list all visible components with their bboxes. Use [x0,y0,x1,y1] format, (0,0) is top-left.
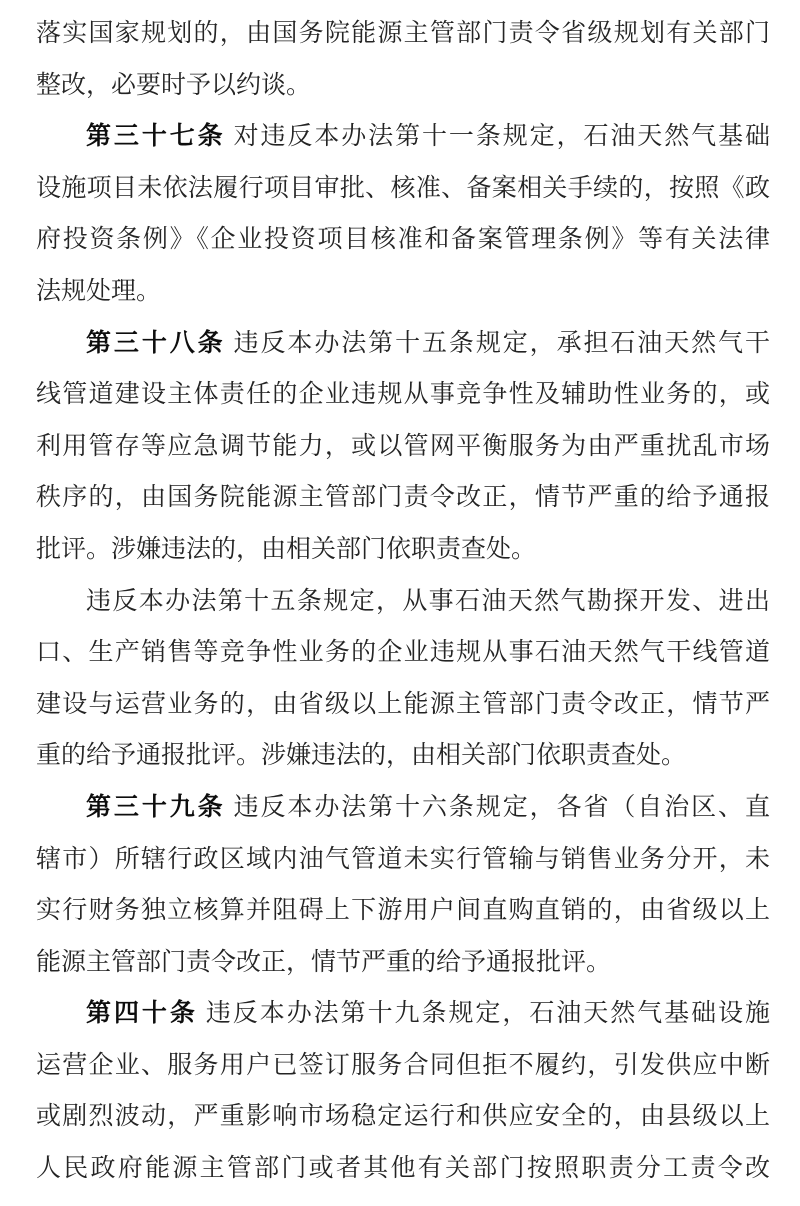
text-line: 或剧烈波动，严重影响市场稳定运行和供应安全的，由县级以上 [36,1103,770,1131]
line-text: 违反本办法第十五条规定，承担石油天然气干 [233,329,770,357]
text-line: 建设与运营业务的，由省级以上能源主管部门责令改正，情节严 [36,690,770,718]
article-number: 第三十八条 [86,329,226,357]
text-line: 辖市）所辖行政区域内油气管道未实行管输与销售业务分开，未 [36,845,770,873]
article-number: 第四十条 [86,1000,198,1028]
text-line: 秩序的，由国务院能源主管部门责令改正，情节严重的给予通报 [36,484,770,512]
text-line: 运营企业、服务用户已签订服务合同但拒不履约，引发供应中断 [36,1051,770,1079]
text-line: 口、生产销售等竞争性业务的企业违规从事石油天然气干线管道 [36,639,770,667]
line-text: 违反本办法第十六条规定，各省（自治区、直 [233,793,770,821]
text-line: 实行财务独立核算并阻碍上下游用户间直购直销的，由省级以上 [36,897,770,925]
text-line: 批评。涉嫌违法的，由相关部门依职责查处。 [36,535,537,563]
paragraph [36,782,770,988]
text-line [36,111,770,163]
text-line: 利用管存等应急调节能力，或以管网平衡服务为由严重扰乱市场 [36,432,770,460]
article-number: 第三十九条 [86,793,226,821]
text-line: 落实国家规划的，由国务院能源主管部门责令省级规划有关部门 [36,20,770,47]
text-line: 府投资条例》《企业投资项目核准和备案管理条例》等有关法律 [36,226,770,254]
text-line: 设施项目未依法履行项目审批、核准、备案相关手续的，按照《政 [36,174,770,202]
line-text: 对违反本办法第十一条规定，石油天然气基础 [233,123,770,151]
text-line [36,318,770,370]
line-text: 违反本办法第十九条规定，石油天然气基础设施 [205,1000,770,1028]
paragraph [36,111,770,317]
text-line: 人民政府能源主管部门或者其他有关部门按照职责分工责令改 [36,1155,770,1183]
text-line: 能源主管部门责令改正，情节严重的给予通报批评。 [36,948,612,976]
paragraph [36,576,770,782]
text-line: 法规处理。 [36,277,162,305]
paragraph [36,988,770,1194]
text-line [36,782,770,834]
paragraph [36,318,770,576]
text-line: 线管道建设主体责任的企业违规从事竞争性及辅助性业务的，或 [36,381,770,409]
text-line: 整改，必要时予以约谈。 [36,71,312,99]
text-line [36,988,770,1040]
text-line: 违反本办法第十五条规定，从事石油天然气勘探开发、进出 [86,587,770,615]
article-number: 第三十七条 [86,123,226,151]
paragraph [36,8,770,111]
text-line: 重的给予通报批评。涉嫌违法的，由相关部门依职责查处。 [36,742,687,770]
